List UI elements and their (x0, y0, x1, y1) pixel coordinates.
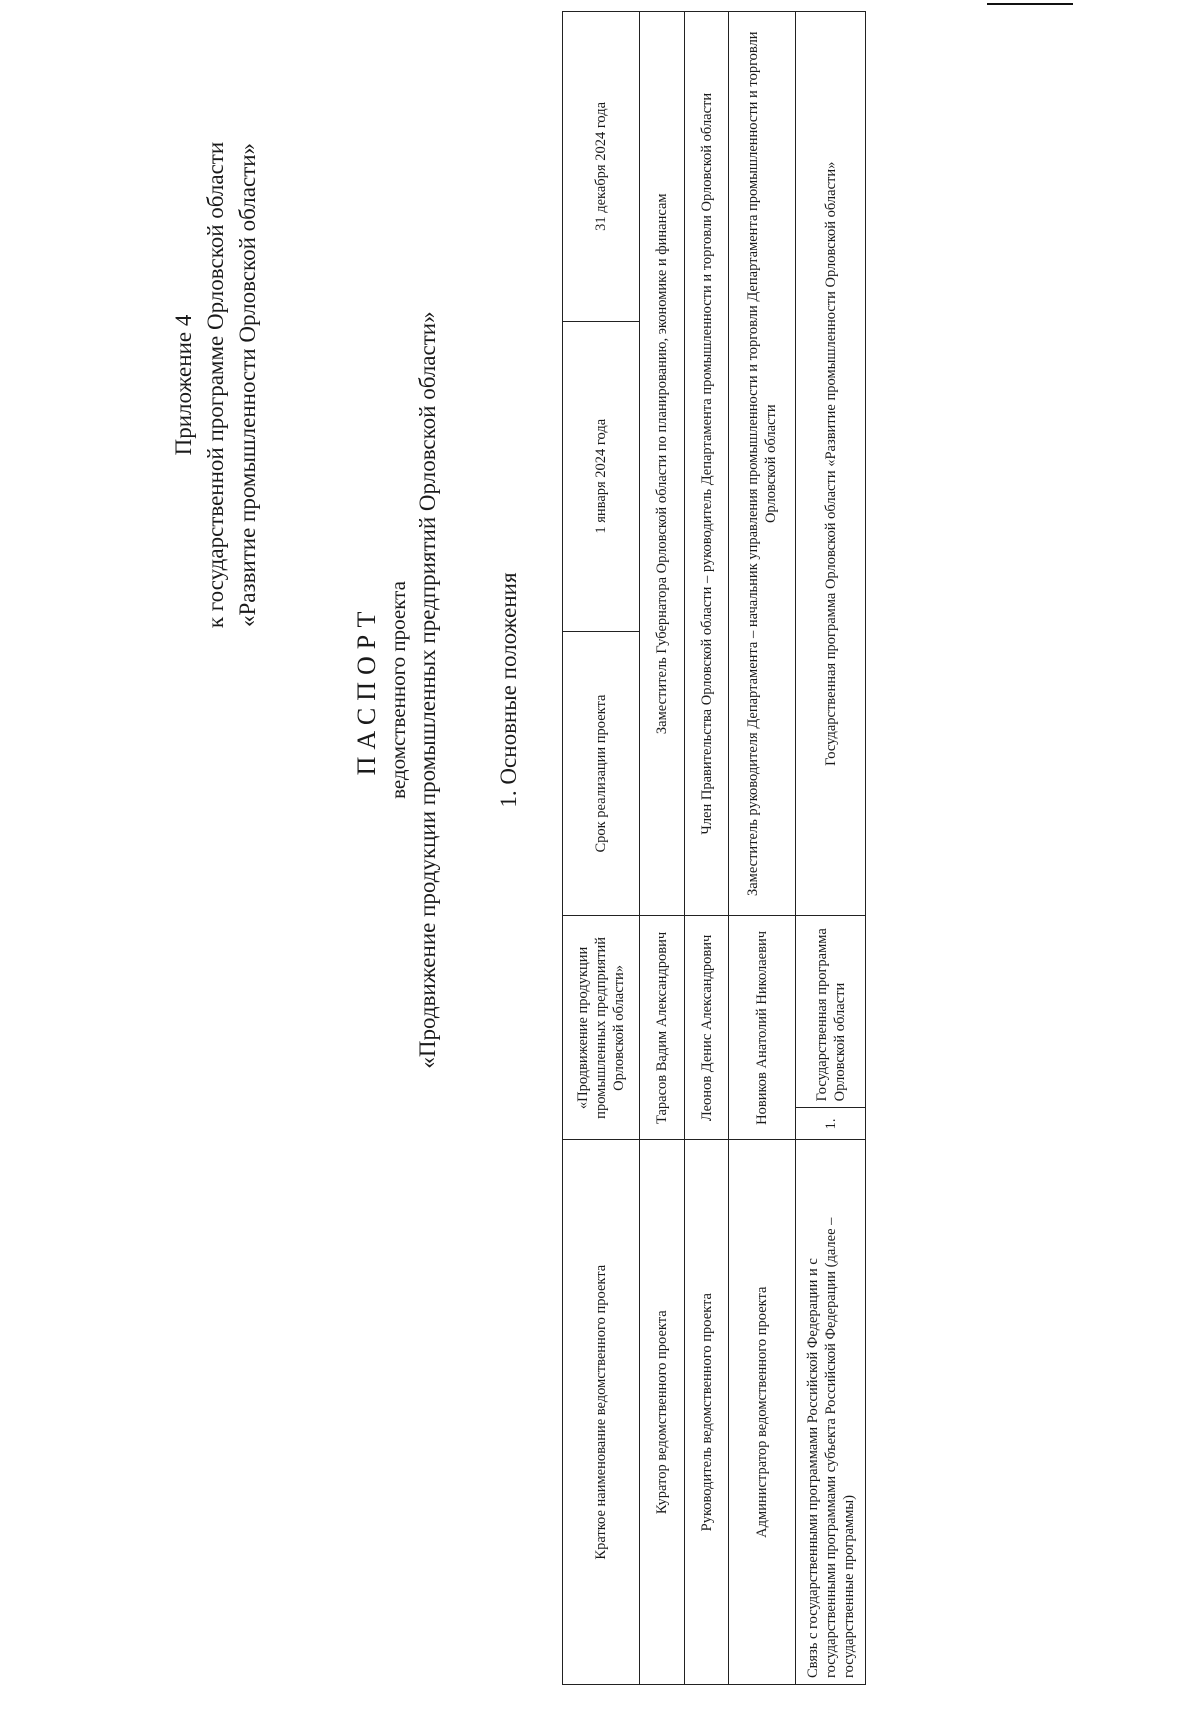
term-start: 1 января 2024 года (563, 321, 640, 631)
admin-position: Заместитель руководителя Департамента – начальник управления промышленности и торговли Департамента промышленности и торговли Орловской области (729, 12, 796, 916)
program-short: Государственная программа Орловской области (796, 916, 866, 1108)
appendix-number: Приложение 4 (171, 314, 196, 456)
section-title: 1. Основные положения (496, 572, 521, 808)
curator-name: Тарасов Вадим Александрович (640, 916, 685, 1140)
head-position: Член Правительства Орловской области – руководитель Департамента промышленности и торговли Орловской области (685, 12, 729, 916)
table-row (563, 12, 640, 1685)
row-label: Связь с государственными программами Российской Федерации и с государственными программами субъекта Российской Федерации (далее – государственные программы) (796, 1140, 866, 1685)
appendix-program-name: «Развитие промышленности Орловской области» (235, 142, 260, 628)
table-row (729, 12, 796, 1685)
curator-position: Заместитель Губернатора Орловской области по планированию, экономике и финансам (640, 12, 685, 916)
table-row (796, 12, 866, 1685)
appendix-program-ref: к государственной программе Орловской области (203, 141, 228, 629)
appendix-header (168, 80, 264, 690)
head-name: Леонов Денис Александрович (685, 916, 729, 1140)
term-end: 31 декабря 2024 года (563, 12, 640, 322)
row-label: Руководитель ведомственного проекта (685, 1140, 729, 1685)
admin-name: Новиков Анатолий Николаевич (729, 916, 796, 1140)
table-row (685, 12, 729, 1685)
passport-subtitle: ведомственного проекта (386, 581, 410, 799)
short-name-value: «Продвижение продукции промышленных предприятий Орловской области» (563, 916, 640, 1140)
table-row (640, 12, 685, 1685)
program-full: Государственная программа Орловской области «Развитие промышленности Орловской области» (796, 12, 866, 916)
term-label: Срок реализации проекта (563, 631, 640, 916)
passport-project-name: «Продвижение продукции промышленных предприятий Орловской области» (415, 311, 440, 1069)
project-table (562, 11, 866, 1685)
row-label: Куратор ведомственного проекта (640, 1140, 685, 1685)
passport-heading (350, 190, 444, 1190)
row-label: Краткое наименование ведомственного проекта (563, 1140, 640, 1685)
row-label: Администратор ведомственного проекта (729, 1140, 796, 1685)
program-number: 1. (796, 1108, 866, 1140)
passport-title: ПАСПОРТ (352, 604, 381, 776)
